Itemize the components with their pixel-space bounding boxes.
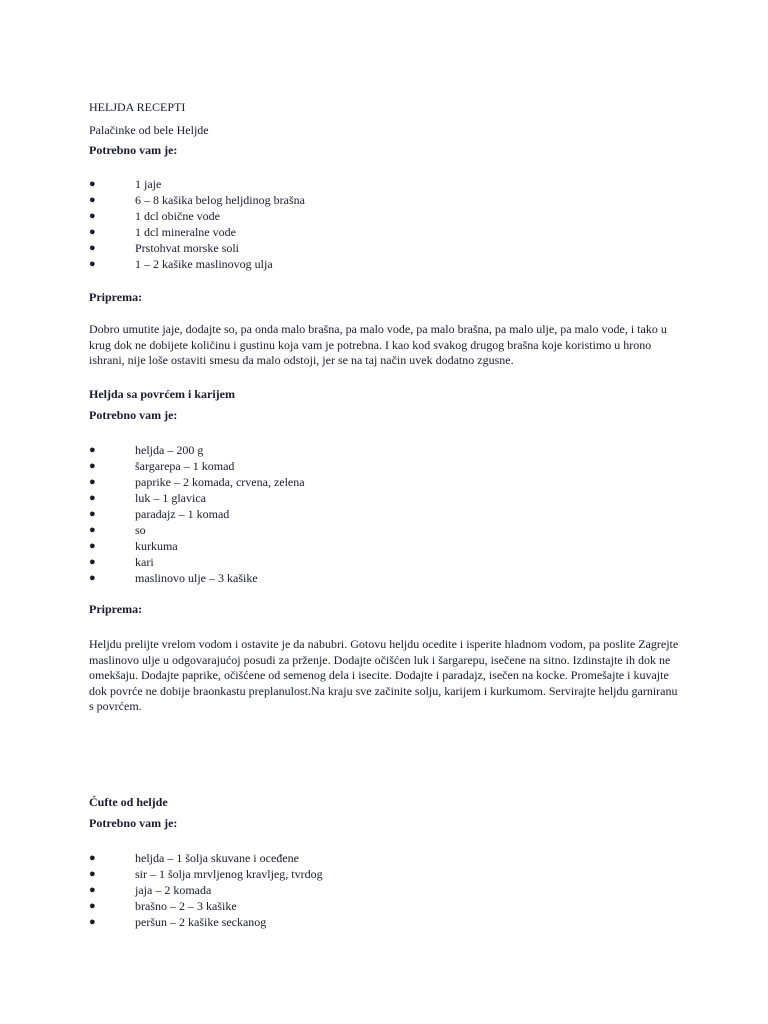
bullet-icon: ● <box>89 476 96 488</box>
recipe-title: Heljda sa povrćem i karijem <box>89 387 235 401</box>
list-item: ● 6 – 8 kašika belog heljdinog brašna <box>89 193 305 207</box>
list-item: ● Prstohvat morske soli <box>89 241 239 255</box>
list-item: ● kurkuma <box>89 539 178 553</box>
list-item: ● 1 – 2 kašike maslinovog ulja <box>89 257 273 271</box>
bullet-icon: ● <box>89 194 96 206</box>
preparation-text: Dobro umutite jaje, dodajte so, pa onda malo brašna, pa malo vode, pa malo brašna, pa malo ulje, pa malo vode, i tako u krug dok ne dobijete količinu i gustinu koja vam je potrebna. I kao kod svakog drugog brašna koje koristimo u hrono ishrani, nije loše ostaviti smesu da malo odstoji, jer se na taj način uvek dodatno zgusne. <box>89 322 667 367</box>
bullet-icon: ● <box>89 572 96 584</box>
list-item: ● heljda – 1 šolja skuvane i oceđene <box>89 851 299 865</box>
list-item: ● 1 jaje <box>89 177 162 191</box>
list-item: ● 1 dcl mineralne vode <box>89 225 236 239</box>
list-item: ● jaja – 2 komada <box>89 883 212 897</box>
list-item: ● paprike – 2 komada, crvena, zelena <box>89 475 305 489</box>
bullet-icon: ● <box>89 540 96 552</box>
bullet-icon: ● <box>89 916 96 928</box>
bullet-icon: ● <box>89 524 96 536</box>
recipe-title: Ćufte od heljde <box>89 795 168 809</box>
recipe-title: Palačinke od bele Heljde <box>89 123 209 137</box>
list-item: ● paradajz – 1 komad <box>89 507 230 521</box>
bullet-icon: ● <box>89 258 96 270</box>
ingredient-list <box>89 442 305 586</box>
list-item: ● šargarepa – 1 komad <box>89 459 235 473</box>
bullet-icon: ● <box>89 556 96 568</box>
bullet-icon: ● <box>89 900 96 912</box>
bullet-icon: ● <box>89 444 96 456</box>
bullet-icon: ● <box>89 852 96 864</box>
ingredients-heading: Potrebno vam je: <box>89 408 178 422</box>
ingredients-heading: Potrebno vam je: <box>89 816 178 830</box>
bullet-icon: ● <box>89 884 96 896</box>
bullet-icon: ● <box>89 178 96 190</box>
bullet-icon: ● <box>89 460 96 472</box>
ingredients-heading: Potrebno vam je: <box>89 143 178 157</box>
preparation-heading: Priprema: <box>89 290 143 304</box>
bullet-icon: ● <box>89 492 96 504</box>
list-item: ● so <box>89 523 146 537</box>
bullet-icon: ● <box>89 226 96 238</box>
list-item: ● 1 dcl obične vode <box>89 209 220 223</box>
ingredient-list <box>89 850 323 930</box>
list-item: ● kari <box>89 555 154 569</box>
list-item: ● maslinovo ulje – 3 kašike <box>89 571 258 585</box>
list-item: ● luk – 1 glavica <box>89 491 206 505</box>
preparation-heading: Priprema: <box>89 602 143 616</box>
bullet-icon: ● <box>89 508 96 520</box>
document-title: HELJDA RECEPTI <box>89 100 186 114</box>
list-item: ● sir – 1 šolja mrvljenog kravljeg, tvrdog <box>89 867 323 881</box>
bullet-icon: ● <box>89 242 96 254</box>
list-item: ● brašno – 2 – 3 kašike <box>89 899 237 913</box>
preparation-text: Heljdu prelijte vrelom vodom i ostavite je da nabubri. Gotovu heljdu ocedite i isperite hladnom vodom, pa poslite Zagrejte maslinovo ulje u odgovarajućoj posudi za prženje. Dodajte očišćen luk i šargarepu, isečene na sitno. Izdinstajte ih dok ne omekšaju. Dodajte paprike, očišćene od semenog dela i isecite. Dodajte i paradajz, isečen na kocke. Promešajte i kuvajte dok povrće ne dobije braonkastu preplanulost.Na kraju sve začinite solju, karijem i kurkumom. Servirajte heljdu garniranu s povrćem. <box>89 637 679 713</box>
bullet-icon: ● <box>89 868 96 880</box>
list-item: ● peršun – 2 kašike seckanog <box>89 915 267 929</box>
list-item: ● heljda – 200 g <box>89 443 204 457</box>
bullet-icon: ● <box>89 210 96 222</box>
ingredient-list <box>89 176 305 272</box>
